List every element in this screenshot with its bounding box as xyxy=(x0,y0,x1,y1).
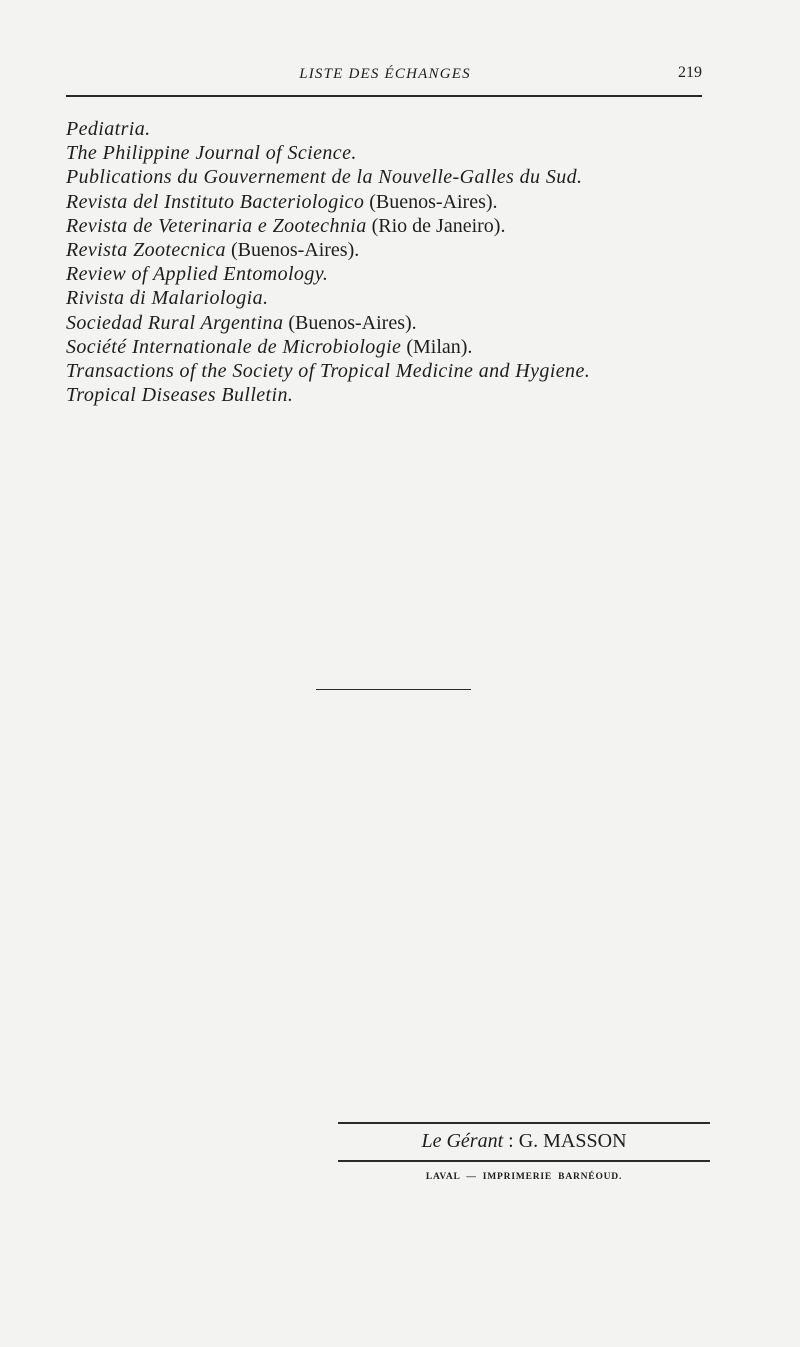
journal-location: (Buenos-Aires). xyxy=(369,190,498,213)
list-item xyxy=(66,238,726,262)
footer-rule-top xyxy=(338,1122,710,1124)
gerant-separator: : xyxy=(508,1130,514,1152)
journal-title: Rivista di Malariologia. xyxy=(66,287,269,310)
list-item xyxy=(66,359,726,383)
journal-title: Tropical Diseases Bulletin. xyxy=(66,384,294,407)
printer-imprint: LAVAL — IMPRIMERIE BARNÉOUD. xyxy=(425,1172,623,1182)
journal-location: (Buenos-Aires). xyxy=(230,238,360,261)
list-item xyxy=(66,165,726,189)
journal-title: Review of Applied Entomology. xyxy=(66,263,329,286)
journal-title: Sociedad Rural Argentina xyxy=(66,311,284,334)
running-head-title: LISTE DES ÉCHANGES xyxy=(299,66,471,82)
list-item xyxy=(66,286,726,310)
gerant-name: G. MASSON xyxy=(518,1130,627,1152)
list-item xyxy=(66,117,726,141)
journal-location: (Buenos-Aires). xyxy=(288,311,417,334)
list-item xyxy=(66,262,726,286)
list-item xyxy=(66,141,726,165)
list-item xyxy=(66,311,726,335)
journal-location: (Rio de Janeiro). xyxy=(371,214,506,237)
journal-title: Revista del Instituto Bacteriologico xyxy=(66,190,365,213)
footer-rule-bottom xyxy=(338,1160,710,1162)
list-item xyxy=(66,214,726,238)
journal-title: Société Internationale de Microbiologie xyxy=(66,335,402,358)
list-item xyxy=(66,383,726,407)
journal-title: Publications du Gouvernement de la Nouvelle-Galles du Sud. xyxy=(66,166,583,189)
list-item xyxy=(66,335,726,359)
journal-title: Revista de Veterinaria e Zootechnia xyxy=(66,214,367,237)
exchange-list xyxy=(66,117,726,407)
gerant-label: Le Gérant xyxy=(421,1130,504,1152)
journal-title: Transactions of the Society of Tropical Medicine and Hygiene. xyxy=(66,359,591,382)
gerant-line xyxy=(338,1128,710,1154)
list-item xyxy=(66,190,726,214)
page-number: 219 xyxy=(678,64,702,81)
journal-location: (Milan). xyxy=(406,335,473,358)
section-divider xyxy=(316,689,471,690)
journal-title: Pediatria. xyxy=(66,118,151,140)
header-rule xyxy=(66,95,702,97)
journal-title: The Philippine Journal of Science. xyxy=(66,142,357,165)
journal-title: Revista Zootecnica xyxy=(66,238,226,261)
